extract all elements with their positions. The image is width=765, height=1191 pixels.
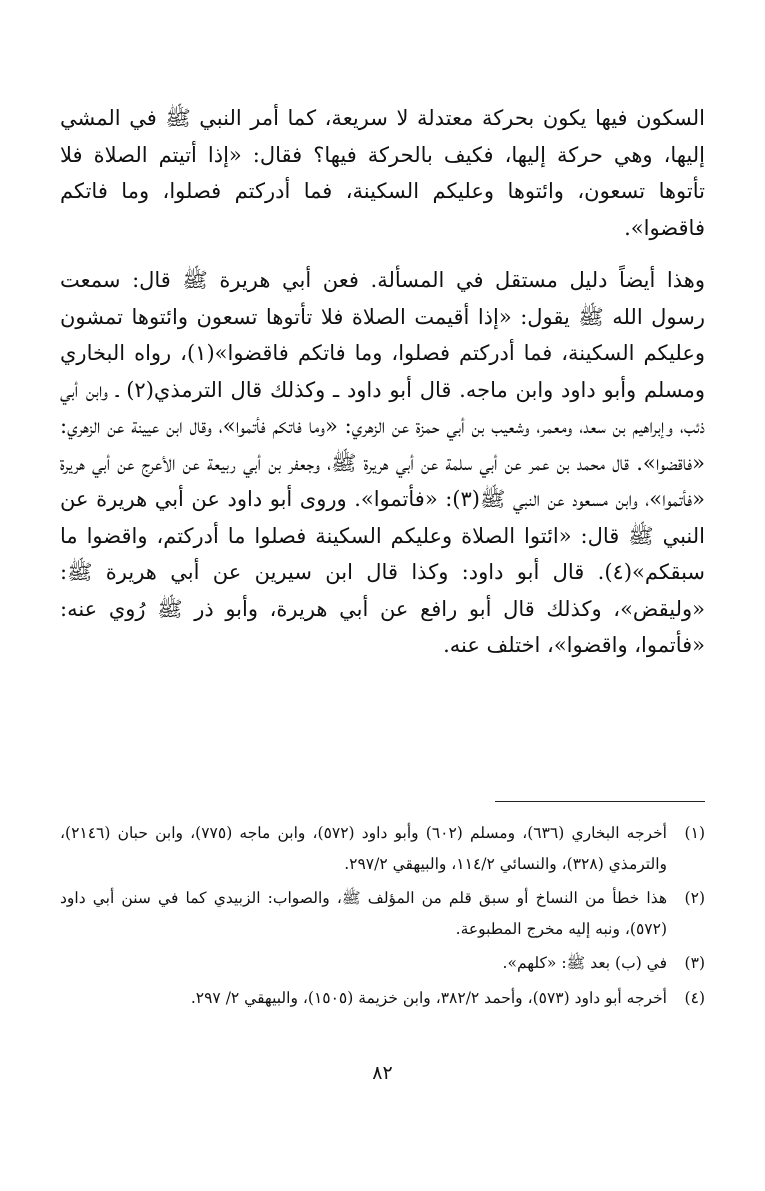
footnote-1 (60, 818, 705, 879)
footnote-text: أخرجه أبو داود (٥٧٣)، وأحمد ٣٨٢/٢، وابن خزيمة (١٥٠٥)، والبيهقي ٢/ ٢٩٧. (190, 988, 667, 1007)
main-text (60, 100, 705, 664)
footnote-4 (60, 983, 705, 1014)
footnotes (60, 818, 705, 1017)
footnote-2 (60, 883, 705, 944)
footnote-text: هذا خطأ من النساخ أو سبق قلم من المؤلف ﷺ، والصواب: الزبيدي كما في سنن أبي داود (٥٧٢)، ونبه إليه مخرج المطبوعة. (60, 889, 667, 938)
page-number: ٨٢ (372, 1062, 393, 1084)
footnote-separator (495, 801, 705, 802)
footnote-3 (60, 948, 705, 979)
footnote-text: أخرجه البخاري (٦٣٦)، ومسلم (٦٠٢) وأبو داود (٥٧٢)، وابن ماجه (٧٧٥)، وابن حبان (٢١٤٦)، والترمذي (٣٢٨)، والنسائي ١١٤/٢، والبيهقي ٢٩٧/٢. (60, 824, 667, 873)
footnote-number: (١) (684, 824, 705, 842)
footnote-text: في (ب) بعد ﷺ: «كلهم». (502, 954, 667, 972)
paragraph-2: وهذا أيضاً دليل مستقل في المسألة. فعن أبي هريرة ﷺ قال: سمعت رسول الله ﷺ يقول: «إذا أقيمت الصلاة فلا تأتوها تسعون وائتوها تمشون وعليكم السكينة، فما أدركتم فصلوا، وما فاتكم فاقضوا»(١)، رواه البخاري ومسلم وأبو داود وابن ماجه. قال أبو داود ـ وكذلك قال الترمذي(٢) ـ وابن أبي ذئب، وإبراهيم بن سعد، ومعمر، وشعيب بن أبي حمزة عن الزهري: «وما فاتكم فأتموا»، وقال ابن عيينة عن الزهري: «فاقضوا». قال محمد بن عمر عن أبي سلمة عن أبي هريرة ﷺ، وجعفر بن أبي ربيعة عن الأعرج عن أبي هريرة «فأتموا»، وابن مسعود عن النبي ﷺ(٣): «فأتموا». وروى أبو داود عن أبي هريرة عن النبي ﷺ قال: «ائتوا الصلاة وعليكم السكينة فصلوا ما أدركتم، واقضوا ما سبقكم»(٤). قال أبو داود: وكذا قال ابن سيرين عن أبي هريرة ﷺ: «وليقض»، وكذلك قال أبو رافع عن أبي هريرة، وأبو ذر ﷺ رُوي عنه: «فأتموا، واقضوا»، اختلف عنه. (60, 268, 706, 657)
book-page (60, 0, 705, 1191)
footnote-number: (٣) (684, 954, 705, 972)
paragraph-1: السكون فيها يكون بحركة معتدلة لا سريعة، كما أمر النبي ﷺ في المشي إليها، وهي حركة إليها، فكيف بالحركة فيها؟ فقال: «إذا أتيتم الصلاة فلا تأتوها تسعون، وائتوها وعليكم السكينة، فما أدركتم فصلوا، وما فاتكم فاقضوا». (60, 106, 705, 240)
footnote-number: (٤) (684, 988, 705, 1007)
footnote-number: (٢) (684, 889, 705, 907)
